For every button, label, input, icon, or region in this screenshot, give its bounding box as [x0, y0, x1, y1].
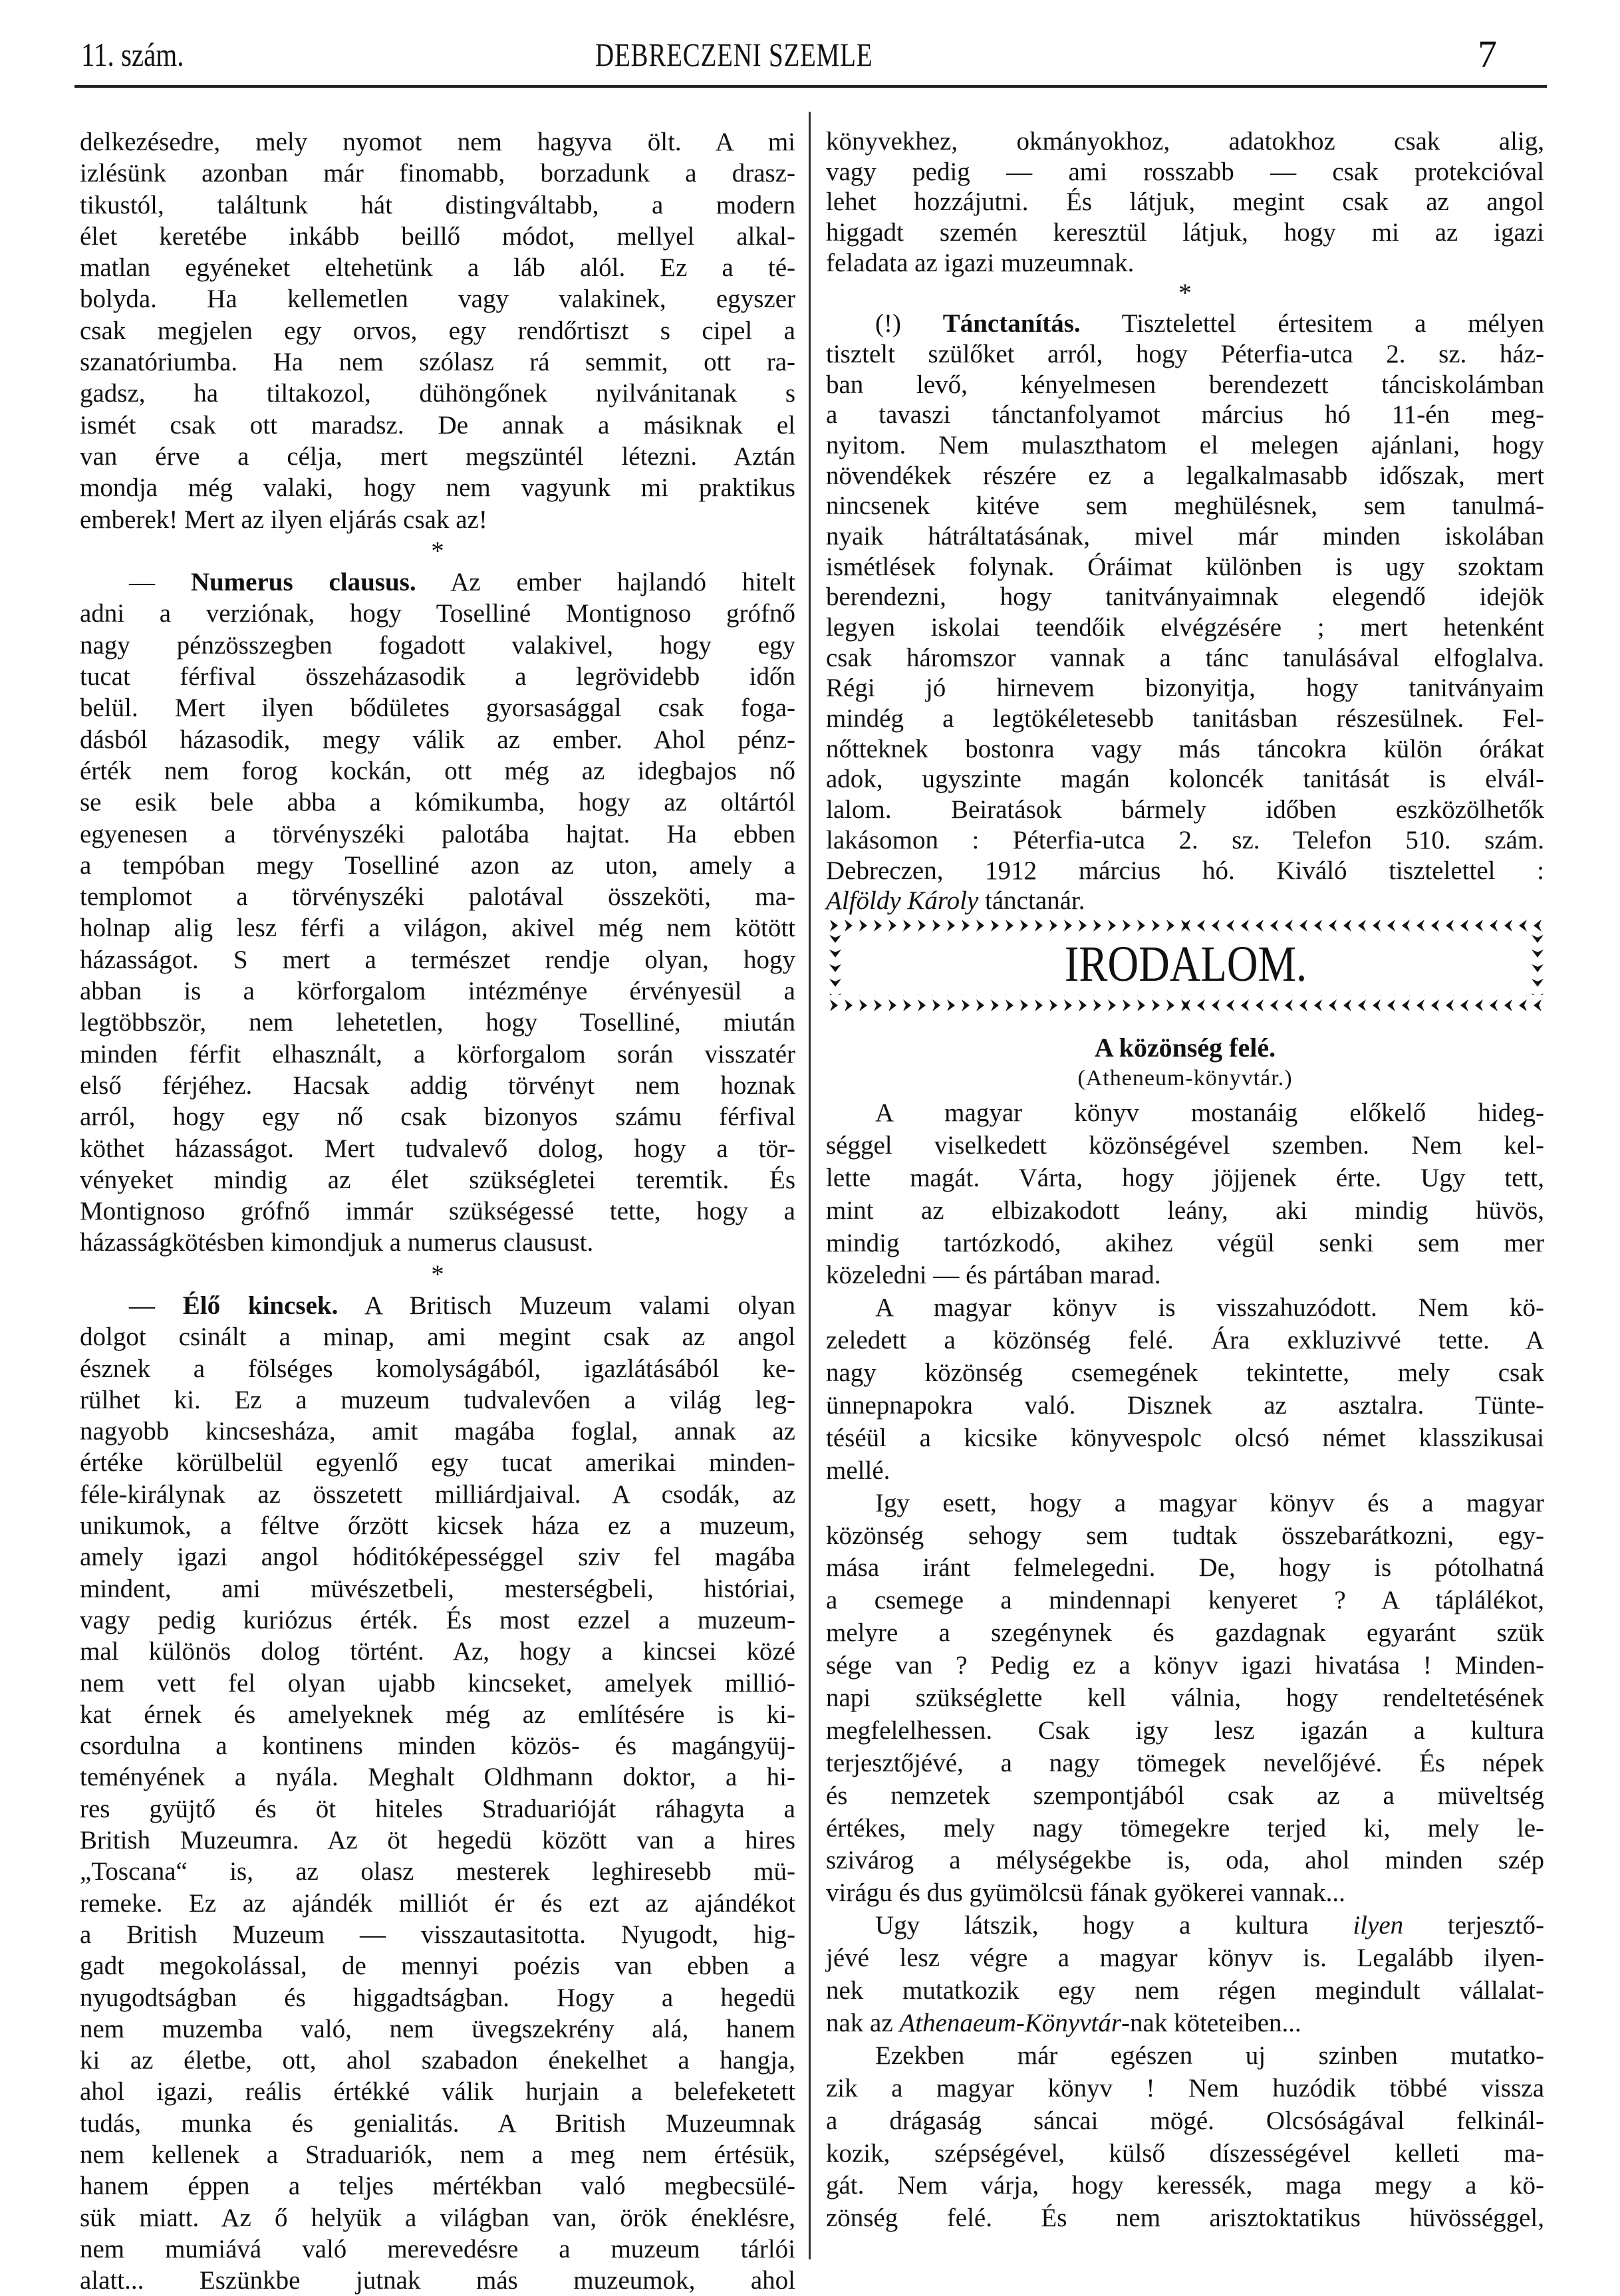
text-line: nyitom. Nem mulaszthatom el melegen ajánlani, hogy: [826, 430, 1544, 459]
text-run: —: [129, 1291, 183, 1320]
text-line: tudás, munka és genialitás. A British Muzeumnak: [80, 2108, 795, 2138]
text-line: közeledni — és pártában marad.: [826, 1261, 1161, 1290]
text-line: lehet hozzájutni. És látjuk, megint csak az angol: [826, 188, 1544, 217]
text-line: nincsenek kitéve sem meghülésnek, sem tanulmá-: [826, 491, 1544, 521]
section-separator-asterisk: *: [431, 1259, 444, 1289]
text-line: Debreczen, 1912 március hó. Kiváló tisztelettel :: [826, 856, 1544, 885]
italic-text: Alföldy Károly: [826, 886, 979, 916]
column-divider: [809, 112, 811, 2259]
text-line: virágu és dus gyümölcsü fának gyökerei vannak...: [826, 1878, 1345, 1908]
run-in-heading: Élő kincsek.: [182, 1291, 338, 1320]
text-line: [826, 2007, 1544, 2040]
text-line: vényeket mindig az élet szükségletei teremtik. És: [80, 1165, 795, 1194]
section-separator-asterisk: *: [1178, 279, 1192, 308]
text-line: matlan egyéneket eltehetünk a láb alól. Ez a té-: [80, 253, 795, 283]
text-line: Ezekben már egészen uj szinben mutatko-: [875, 2041, 1544, 2070]
text-line: nagy közönség csemegének tekintette, mely csak: [826, 1358, 1544, 1388]
paragraph: [826, 1292, 1544, 1487]
text-line: templomot a törvényszéki palotával összeköti, ma-: [80, 882, 795, 912]
text-line: mal különös dolog történt. Az, hogy a kincsei közé: [80, 1637, 795, 1666]
text-line: élet keretébe inkább beillő módot, mellyel alkal-: [80, 221, 795, 251]
text-line: holnap alig lesz férfi a világon, akivel még nem kötött: [80, 914, 795, 943]
text-line: minden férfit elhasznált, a körforgalom során visszatér: [80, 1039, 795, 1069]
text-line: nek mutatkozik egy nem régen megindult vállalat-: [826, 1976, 1544, 2005]
text-line: hanem éppen a teljes mértékban való megbecsülé-: [80, 2172, 795, 2201]
run-in-heading: Tánctanítás.: [942, 309, 1081, 338]
text-line: mindig tartózkodó, akihez végül senki sem mer: [826, 1228, 1544, 1257]
italic-text: Athenaeum-Könyvtár: [899, 2008, 1122, 2037]
text-line: tucat férfival összeházasodik a legrövidebb időn: [80, 662, 795, 692]
text-line: első férjéhez. Hacsak addig törvényt nem hoznak: [80, 1071, 795, 1100]
text-line: értéke körülbelül egyenlő egy tucat amerikai minden-: [80, 1448, 795, 1477]
text-line: delkezésedre, mely nyomot nem hagyva ölt. A mi: [80, 128, 795, 156]
text-line: és nemzetek szempontjából csak az a müveltség: [826, 1781, 1544, 1810]
text-run: -nak köteteiben...: [1121, 2008, 1301, 2037]
text-line: van érve a célja, mert megszüntél létezni. Aztán: [80, 442, 795, 471]
text-line: séggel viselkedett közönségével szemben. Nem kel-: [826, 1130, 1544, 1160]
text-line: tikustól, találtunk hát distingváltabb, a modern: [80, 190, 795, 219]
text-line: házasságkötésben kimondjuk a numerus clausust.: [80, 1228, 594, 1257]
text-run: Az ember hajlandó hitelt: [416, 568, 795, 597]
text-line: emberek! Mert az ilyen eljárás csak az!: [80, 505, 487, 534]
text-line: lette magát. Várta, hogy jöjjenek érte. Ugy tett,: [826, 1163, 1544, 1192]
text-line: remeke. Ez az ajándék milliót ér és ezt az ajándékot: [80, 1888, 795, 1918]
article-source: (Atheneum-könyvtár.): [1077, 1066, 1293, 1090]
text-line: dásból házasodik, megy válik az ember. Ahol pénz-: [80, 725, 795, 754]
text-line: kat érnek és amelyeknek még az említésére is ki-: [80, 1700, 795, 1729]
text-line: szivárog a mélységekbe is, oda, ahol minden szép: [826, 1846, 1544, 1875]
text-line: [80, 1290, 795, 1321]
text-line: féle-királynak az összetett milliárdjaival. A csodák, az: [80, 1479, 795, 1509]
text-run: Ugy látszik, hogy a kultura: [875, 1911, 1353, 1940]
text-line: mindent, ami müvészetbeli, mesterségbeli, históriai,: [80, 1574, 795, 1603]
text-line: napi szükséglette kell válnia, hogy rendeltetésének: [826, 1684, 1544, 1713]
text-line: téséül a kicsike könyvespolc olcsó német klasszikusai: [826, 1423, 1544, 1452]
paragraph: [826, 1910, 1544, 2040]
text-line: berendezni, hogy tanitványaimnak elegendő idejök: [826, 582, 1544, 612]
text-line: „Toscana“ is, az olasz mesterek leghiresebb mü-: [80, 1857, 795, 1886]
text-line: megfelelhessen. Csak igy lesz igazán a kultura: [826, 1716, 1544, 1745]
text-line: csak megjelen egy orvos, egy rendőrtiszt s cipel a: [80, 316, 795, 345]
text-line: res gyüjtő és öt hiteles Straduarióját ráhagyta a: [80, 1794, 795, 1823]
text-line: amely igazi angol hóditóképességgel sziv fel magába: [80, 1543, 795, 1572]
text-line: gadsz, ha tiltakozol, dühöngőnek nyilvánitanak s: [80, 379, 795, 408]
text-line: mellé.: [826, 1456, 890, 1485]
section-header-box: [827, 918, 1544, 1011]
text-line: érték nem forog kockán, ott még az idegbajos nő: [80, 756, 795, 785]
text-line: Igy esett, hogy a magyar könyv és a magyar: [875, 1488, 1544, 1517]
text-line: rülhet ki. Ez a muzeum tudvalevően a világ leg-: [80, 1385, 795, 1414]
text-line: szanatóriumba. Ha nem szólasz rá semmit, ott ra-: [80, 348, 795, 377]
text-line: ki az életbe, ott, ahol szabadon énekelhet a hangja,: [80, 2046, 795, 2075]
text-line: lalom. Beiratások bármely időben eszközölhetők: [826, 795, 1544, 825]
text-line: értékes, mely nagy tömegekre terjed ki, mely le-: [826, 1813, 1544, 1843]
text-line: a drágaság sáncai mögé. Olcsóságával felkinál-: [826, 2106, 1544, 2135]
text-line: nem mumiává való merevedésre a muzeum tárlói: [80, 2234, 795, 2263]
left-column: [80, 126, 795, 2296]
text-line: növendékek részére ez a legalkalmasabb időszak, mert: [826, 461, 1544, 490]
text-line: ahol igazi, reális értékké válik hurjain a belefeketett: [80, 2077, 795, 2106]
text-line: ünnepnapokra való. Disznek az asztalra. Tünte-: [826, 1391, 1544, 1420]
text-line: zeledett a közönség felé. Ára exkluzivvé tette. A: [826, 1326, 1544, 1355]
text-line: arról, hogy egy nő csak bizonyos számu férfival: [80, 1102, 795, 1132]
text-line: nőtteknek bostonra vagy más táncokra külön órákat: [826, 734, 1544, 763]
text-line: gadt megokolással, de mennyi poézis van ebben a: [80, 1952, 795, 1981]
paragraph: [80, 1290, 795, 2296]
text-line: vagy pedig kuriózus érték. És most ezzel a muzeum-: [80, 1605, 795, 1634]
text-run: tánctanár.: [978, 886, 1085, 916]
text-line: egyenesen a törvényszéki palotába hajtat. Ha ebben: [80, 819, 795, 848]
text-line: mint az elbizakodott leány, aki mindig hüvös,: [826, 1196, 1544, 1225]
text-line: sége van ? Pedig ez a könyv igazi hivatása ! Minden-: [826, 1651, 1544, 1680]
text-line: legtöbbször, nem lehetetlen, hogy Toselliné, miután: [80, 1008, 795, 1037]
text-line: izlésünk azonban már finomabb, borzadunk a drasz-: [80, 159, 795, 188]
run-in-heading: Numerus clausus.: [190, 568, 416, 597]
header-rule: [74, 85, 1547, 88]
text-line: adni a verziónak, hogy Toselliné Montignoso grófnő: [80, 599, 795, 628]
text-line: ismétlések folynak. Óráimat különben is ugy szoktam: [826, 552, 1544, 581]
text-line: észnek a fölséges komolyságából, igazlátásából ke-: [80, 1354, 795, 1383]
text-line: belül. Mert ilyen bődületes gyorsasággal csak foga-: [80, 694, 795, 723]
text-run: nak az: [826, 2008, 900, 2037]
text-line: dolgot csinált a minap, ami megint csak az angol: [80, 1323, 795, 1352]
newspaper-title: DEBRECZENI SZEMLE: [595, 36, 873, 73]
right-column-top: [826, 126, 1544, 916]
article-title: A közönség felé.: [1094, 1033, 1276, 1063]
text-line: se esik bele abba a kómikumba, hogy az oltártól: [80, 788, 795, 817]
paragraph: [826, 309, 1544, 916]
text-line: házasságot. S mert a természet rendje olyan, hogy: [80, 945, 795, 974]
text-line: nagy pénzösszegben fogadott valakivel, hogy egy: [80, 630, 795, 660]
paragraph: [80, 126, 795, 535]
text-run: Tisztelettel értesitem a mélyen: [1080, 309, 1544, 338]
text-line: nyaik hátráltatásának, mivel már minden iskolában: [826, 521, 1544, 551]
text-run: A Britisch Muzeum valami olyan: [338, 1291, 795, 1320]
text-line: gát. Nem várja, hogy keressék, maga megy a kö-: [826, 2171, 1544, 2200]
text-line: könyvekhez, okmányokhoz, adatokhoz csak alig,: [826, 127, 1544, 156]
text-line: nem vett fel olyan ujabb kincseket, amelyek millió-: [80, 1668, 795, 1698]
text-line: mindég a legtökéletesebb tanitásban részesülnek. Fel-: [826, 704, 1544, 733]
text-line: sük miatt. Az ő helyük a világban van, örök éneklésre,: [80, 2203, 795, 2232]
text-line: alatt... Eszünkbe jutnak más muzeumok, ahol: [80, 2266, 795, 2295]
text-line: British Muzeumra. Az öt hegedü között van a hires: [80, 1826, 795, 1855]
text-run: —: [129, 568, 191, 597]
text-line: ismét csak ott maradsz. De annak a másiknak el: [80, 410, 795, 440]
text-run: terjesztő-: [1403, 1911, 1544, 1940]
text-line: unikumok, a féltve őrzött kicsek háza ez a muzeum,: [80, 1511, 795, 1541]
text-line: higgadt szemén keresztül látjuk, hogy mi az igazi: [826, 218, 1544, 247]
text-line: Régi jó hirnevem bizonyitja, hogy tanitványaim: [826, 674, 1544, 703]
text-line: tisztelt szülőket arról, hogy Péterfia-utca 2. sz. ház-: [826, 339, 1544, 368]
text-line: a tempóban megy Toselliné azon az uton, amely a: [80, 850, 795, 880]
paragraph: [80, 567, 795, 1259]
paragraph: [826, 1487, 1544, 1910]
text-line: a British Muzeum — visszautasitotta. Nyugodt, hig-: [80, 1920, 795, 1949]
page-number: 7: [1478, 33, 1497, 76]
text-line: közönség sehogy sem tudtak összebarátkozni, egy-: [826, 1521, 1544, 1550]
text-line: kozik, szépségével, külső díszességével kelleti ma-: [826, 2138, 1544, 2168]
text-line: a csemege a mindennapi kenyeret ? A táplálékot,: [826, 1586, 1544, 1615]
text-line: terjesztőjévé, a nagy tömegek nevelőjévé. És népek: [826, 1748, 1544, 1777]
text-line: csak háromszor vannak a tánc tanulásával elfoglalva.: [826, 643, 1544, 672]
text-line: adok, ugyszinte magán koloncék tanitását is elvál-: [826, 765, 1544, 794]
text-line: lakásomon : Péterfia-utca 2. sz. Telefon 510. szám.: [826, 825, 1544, 854]
text-line: A magyar könyv mostanáig előkelő hideg-: [875, 1098, 1544, 1127]
text-line: csordulna a kontinens minden közös- és magángyüj-: [80, 1731, 795, 1761]
text-line: [826, 1910, 1544, 1942]
text-line: köthet házasságot. Mert tudvalevő dolog, hogy a tör-: [80, 1134, 795, 1163]
text-line: [80, 567, 795, 598]
text-line: a tavaszi tánctanfolyamot március hó 11-én meg-: [826, 400, 1544, 430]
text-line: nyugodtságban és higgadtságban. Hogy a hegedü: [80, 1983, 795, 2012]
text-line: abban is a körforgalom intézménye érvényesül a: [80, 977, 795, 1006]
text-line: nem kellenek a Straduariók, nem a meg nem értésük,: [80, 2140, 795, 2169]
text-run: (!): [875, 309, 943, 338]
text-line: feladata az igazi muzeumnak.: [826, 248, 1135, 277]
paragraph: [826, 2040, 1544, 2235]
text-line: vagy pedig — ami rosszabb — csak protekcióval: [826, 157, 1544, 186]
paragraph: [826, 1097, 1544, 1292]
text-line: mása iránt felmelegedni. De, hogy is pótolhatná: [826, 1553, 1544, 1583]
paragraph: [826, 126, 1544, 278]
section-title: IRODALOM.: [1064, 936, 1307, 992]
text-line: Montignoso grófnő immár szükségessé tette, hogy a: [80, 1197, 795, 1226]
text-line: teményének a nyála. Meghalt Oldhmann doktor, a hi-: [80, 1763, 795, 1792]
issue-number: 11. szám.: [81, 36, 184, 73]
text-line: zönség felé. És nem arisztoktatikus hüvösséggel,: [826, 2204, 1544, 2233]
italic-text: ilyen: [1353, 1911, 1404, 1940]
text-line: nem muzemba való, nem üvegszekrény alá, hanem: [80, 2014, 795, 2043]
text-line: [826, 886, 1544, 916]
text-line: jévé lesz végre a magyar könyv is. Legalább ilyen-: [826, 1944, 1544, 1973]
text-line: bolyda. Ha kellemetlen vagy valakinek, egyszer: [80, 285, 795, 314]
text-line: zik a magyar könyv ! Nem huzódik többé vissza: [826, 2073, 1544, 2103]
section-separator-asterisk: *: [431, 536, 444, 565]
text-line: mondja még valaki, hogy nem vagyunk mi praktikus: [80, 473, 795, 503]
text-line: A magyar könyv is visszahuzódott. Nem kö-: [875, 1293, 1544, 1323]
text-line: ban levő, kényelmesen berendezett tánciskolámban: [826, 370, 1544, 399]
text-line: legyen iskolai teendőik elvégzésére ; mert hetenként: [826, 613, 1544, 642]
right-column-bottom: [826, 1097, 1544, 2235]
text-line: melyre a szegénynek és gazdagnak egyaránt szük: [826, 1618, 1544, 1648]
text-line: [826, 309, 1544, 339]
text-line: nagyobb kincsesháza, amit magába foglal, annak az: [80, 1417, 795, 1446]
